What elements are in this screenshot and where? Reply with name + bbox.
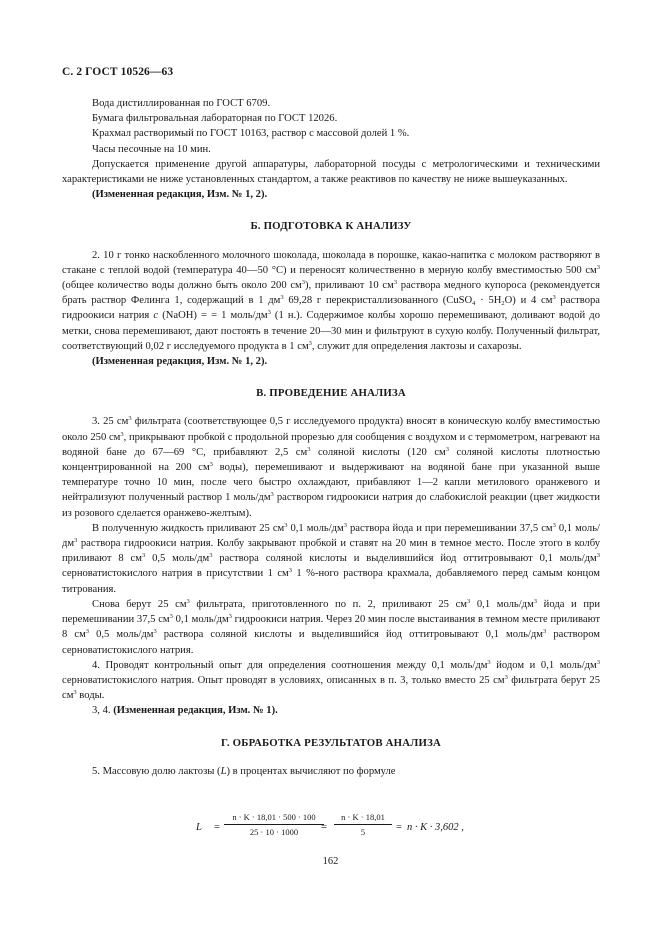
edition-note: (Измененная редакция, Изм. № 1, 2). [92,356,268,368]
formula-fraction-1 [224,812,324,837]
material-item: Бумага фильтровальная лабораторная по ГОСТ 12026. [92,113,338,125]
section-title-preparation: Б. ПОДГОТОВКА К АНАЛИЗУ [250,220,412,233]
formula-equals: = [214,822,220,833]
paragraph-3-blank: Снова берут 25 $см^3$ фильтрата, приготовленного по п. 2, приливают 25 $см^3$ 0,1 моль/$дм^3$ йода и при перемешивании 37,5 $см^3$ 0,1 моль/$дм^3$ гидроокиси натрия. Через 20 мин после выстаивания в темном месте приливают 8 $см^3$ 0,5 моль/$дм^3$ раствора соляной кислоты и выделившийся йод оттитровывают 0,1 моль/$дм^3$ раствором серноватистокислого натрия. [62,597,601,656]
page-number: 162 [322,856,339,867]
section-title-analysis: В. ПРОВЕДЕНИЕ АНАЛИЗА [256,387,406,400]
formula-equals: = [396,822,402,833]
edition-note: (Измененная редакция, Изм. № 1, 2). [92,189,268,201]
paragraph-3: 3. 25 $см^3$ фильтрата (соответствующее 0,5 г исследуемого продукта) вносят в коническую колбу вместимостью около 250 $см^3$, прикрывают пробкой с продольной прорезью для сообщения с воздухом и с термометром, нагревают на водяной бане до 67—69 °С, прибавляют 2,5 $см^3$ соляной кислоты (120 $см^3$ соляной кислоты плотностью концентрированной на 200 $см^3$ воды), перемешивают и выдерживают на водяной бане при указанной выше температуре точно 10 мин, после чего быстро охлаждают, прибавляют 1—2 капли метилового оранжевого и нейтрализуют полученный раствор 1 моль/$дм^3$ раствором гидроокиси натрия до слабокислой реакции (цвет жидкости из розового сделается оранжево-желтым). [62,415,601,519]
edition-note: 3, 4. (Измененная редакция, Изм. № 1). [92,705,278,717]
document-body [62,96,600,779]
paragraph-3-cont: В полученную жидкость приливают 25 $см^3$ 0,1 моль/$дм^3$ раствора йода и при перемешивании 37,5 $см^3$ 0,1 моль/$дм^3$ раствора гидроокиси натрия. Колбу закрывают пробкой и ставят на 20 мин в темное место. После этого в колбу приливают 8 $см^3$ 0,5 моль/$дм^3$ раствора соляной кислоты и выделившийся йод оттитровывают 0,1 моль/$дм^3$ серноватистокислого натрия в присутствии 1 $см^3$ 1 %-ного раствора крахмала, добавляемого перед самым концом титрования. [62,521,601,595]
formula-equals: = [321,822,327,833]
material-item: Крахмал растворимый по ГОСТ 10163, раствор с массовой долей 1 %. [92,128,410,140]
fraction-numerator: n · K · 18,01 [334,812,392,825]
material-item: Часы песочные на 10 мин. [92,143,211,155]
formula-rhs: n · K · 3,602 , [407,822,464,833]
fraction-denominator: 5 [360,827,366,837]
material-item: Вода дистиллированная по ГОСТ 6709. [92,98,271,109]
page-header: С. 2 ГОСТ 10526—63 [62,66,174,78]
lactose-formula [196,812,516,848]
formula-lhs: L [196,822,202,833]
fraction-numerator: n · K · 18,01 · 500 · 100 [224,812,324,825]
formula-fraction-2 [334,812,392,837]
allowance-paragraph: Допускается применение другой аппаратуры, лабораторной посуды с метрологическими и техническими характеристиками не ниже установленных стандартом, а также реактивов по качеству не ниже вышеуказанных. [62,158,600,186]
paragraph-2: 2. 10 г тонко наскобленного молочного шоколада, шоколада в порошке, какао-напитка с молоком растворяют в стакане с теплой водой (температура 40—50 °С) и переносят количественно в мерную колбу вместимостью 500 $см^3$ (общее количество воды должно быть около 200 $см^3$), приливают 10 $см^3$ раствора медного купороса (рекомендуется брать раствор Фелинга 1, содержащий в 1 $дм^3$ 69,28 г перекристаллизованного (CuSO$_4$ · $5H_2O$) и 4 $см^3$ раствора гидроокиси натрия с (NaOH) = = 1 моль/$дм^3$ (1 н.). Содержимое колбы хорошо перемешивают, доливают водой до метки, снова перемешивают, дают постоять в течение 20—30 мин и фильтруют в сухую колбу. Полученный фильтрат, соответствующий 0,02 г исследуемого продукта в 1 $см^3$, служит для определения лактозы и сахарозы. [62,249,600,352]
fraction-denominator: 25 · 10 · 1000 [249,827,299,837]
paragraph-5: 5. Массовую долю лактозы (L) в процентах вычисляют по формуле [92,765,396,777]
section-title-results: Г. ОБРАБОТКА РЕЗУЛЬТАТОВ АНАЛИЗА [220,736,442,749]
paragraph-4: 4. Проводят контрольный опыт для определения соотношения между 0,1 моль/$дм^3$ йодом и 0,1 моль/$дм^3$ серноватистокислого натрия. Опыт проводят в условиях, описанных в п. 3, только вместо 25 $см^3$ фильтрата берут 25 $см^3$ воды. [62,658,600,702]
